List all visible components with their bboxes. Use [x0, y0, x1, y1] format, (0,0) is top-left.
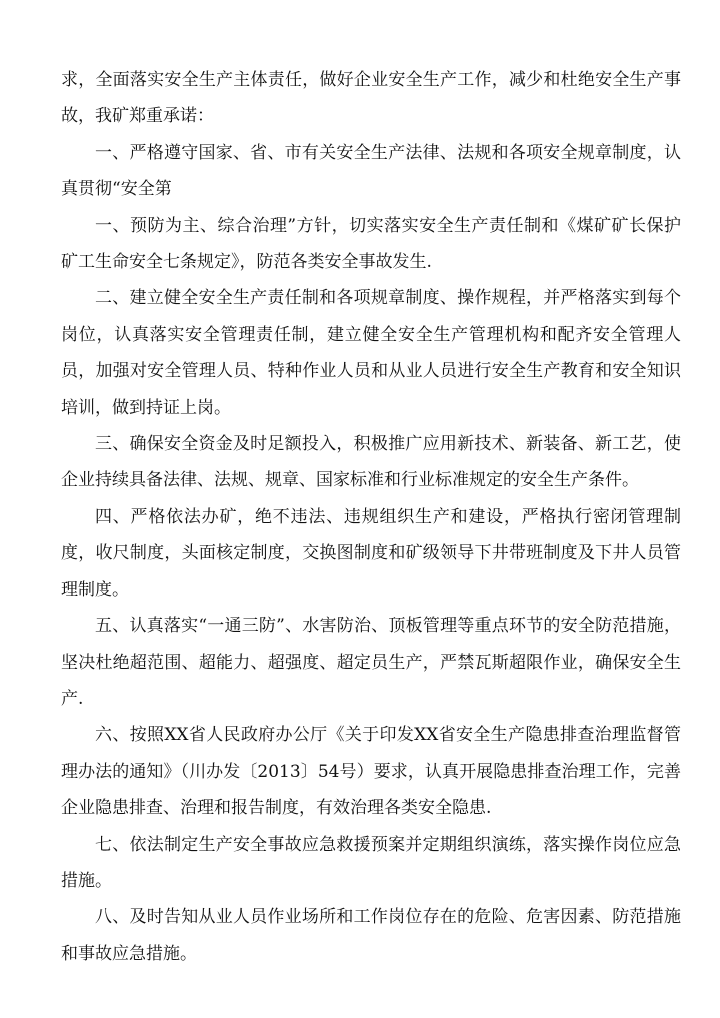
- paragraph-item-2: 二、建立健全安全生产责任制和各项规章制度、操作规程，并严格落实到每个岗位，认真落实安全管理责任制，建立健全安全生产管理机构和配齐安全管理人员，加强对安全管理人员、特种作业人员和从业人员进行安全生产教育和安全知识培训，做到持证上岗。: [61, 288, 681, 418]
- paragraph-item-5: 五、认真落实“一通三防”、水害防治、顶板管理等重点环节的安全防范措施，坚决杜绝超范围、超能力、超强度、超定员生产，严禁瓦斯超限作业，确保安全生产.: [61, 616, 681, 709]
- paragraph-item-4: 四、严格依法办矿，绝不违法、违规组织生产和建设，严格执行密闭管理制度，收尺制度，头面核定制度，交换图制度和矿级领导下井带班制度及下井人员管理制度。: [61, 506, 681, 600]
- paragraph-item-1: 一、严格遵守国家、省、市有关安全生产法律、法规和各项安全规章制度，认真贯彻“安全第: [61, 142, 681, 200]
- document-body: [61, 62, 681, 972]
- paragraph-item-8: 八、及时告知从业人员作业场所和工作岗位存在的危险、危害因素、防范措施和事故应急措施。: [61, 907, 681, 964]
- paragraph-item-3: 三、确保安全资金及时足额投入，积极推广应用新技术、新装备、新工艺，使企业持续具备法律、法规、规章、国家标准和行业标准规定的安全生产条件。: [61, 434, 681, 491]
- paragraph-item-6: 六、按照XX省人民政府办公厅《关于印发XX省安全生产隐患排查治理监督管理办法的通知》（川办发〔2013〕54号）要求，认真开展隐患排查治理工作，完善企业隐患排查、治理和报告制度，有效治理各类安全隐患.: [61, 725, 681, 819]
- paragraph-item-1-continued: 一、预防为主、综合治理”方针，切实落实安全生产责任制和《煤矿矿长保护矿工生命安全七条规定》，防范各类安全事故发生.: [61, 215, 681, 273]
- paragraph-intro: 求，全面落实安全生产主体责任，做好企业安全生产工作，减少和杜绝安全生产事故，我矿郑重承诺：: [61, 70, 681, 127]
- paragraph-item-7: 七、依法制定生产安全事故应急救援预案并定期组织演练，落实操作岗位应急措施。: [61, 834, 681, 891]
